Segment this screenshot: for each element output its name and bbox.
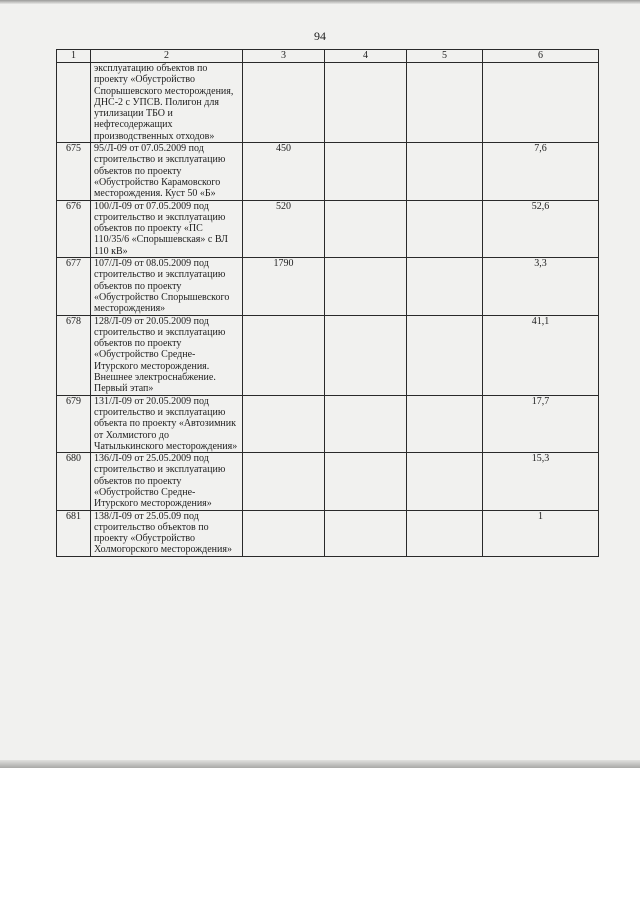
row-col3: [243, 315, 325, 395]
row-col4: [325, 63, 407, 143]
row-description: 128/Л-09 от 20.05.2009 под строительство и эксплуатацию объектов по проекту «Обустройство Средне-Итурского месторождения. Внешнее электроснабжение. Первый этап»: [91, 315, 243, 395]
column-header: 5: [407, 50, 483, 63]
row-col3: [243, 510, 325, 556]
row-col5: [407, 63, 483, 143]
row-number: 680: [57, 453, 91, 510]
table-row: [57, 453, 599, 510]
row-col6: 52,6: [483, 200, 599, 257]
row-col4: [325, 315, 407, 395]
row-col5: [407, 453, 483, 510]
row-description: 100/Л-09 от 07.05.2009 под строительство и эксплуатацию объектов по проекту «ПС 110/35/6 «Спорышевская» с ВЛ 110 кВ»: [91, 200, 243, 257]
row-col3: 520: [243, 200, 325, 257]
table-header-row: [57, 50, 599, 63]
column-header: 2: [91, 50, 243, 63]
scan-edge-top: [0, 0, 640, 4]
scan-edge-bottom: [0, 760, 640, 768]
land-lease-table: [56, 49, 599, 557]
row-number: 676: [57, 200, 91, 257]
row-number: 681: [57, 510, 91, 556]
row-description: эксплуатацию объектов по проекту «Обустройство Спорышевского месторождения, ДНС-2 с УПСВ. Полигон для утилизации ТБО и нефтесодержащих производственных отходов»: [91, 63, 243, 143]
row-col6: 7,6: [483, 143, 599, 200]
row-col4: [325, 510, 407, 556]
row-col6: [483, 63, 599, 143]
row-col4: [325, 395, 407, 452]
row-col5: [407, 395, 483, 452]
row-col3: 1790: [243, 258, 325, 315]
row-col6: 3,3: [483, 258, 599, 315]
row-col4: [325, 143, 407, 200]
row-description: 131/Л-09 от 20.05.2009 под строительство и эксплуатацию объекта по проекту «Автозимник от Холмистого до Чатылькинского месторождения»: [91, 395, 243, 452]
table-row: [57, 63, 599, 143]
column-header: 1: [57, 50, 91, 63]
table-row: [57, 200, 599, 257]
row-number: 678: [57, 315, 91, 395]
table-row: [57, 395, 599, 452]
row-col6: 17,7: [483, 395, 599, 452]
row-number: 675: [57, 143, 91, 200]
column-header: 4: [325, 50, 407, 63]
row-col4: [325, 200, 407, 257]
row-number: [57, 63, 91, 143]
row-number: 679: [57, 395, 91, 452]
row-description: 136/Л-09 от 25.05.2009 под строительство и эксплуатацию объектов по проекту «Обустройство Средне-Итурского месторождения»: [91, 453, 243, 510]
table-row: [57, 510, 599, 556]
row-col6: 41,1: [483, 315, 599, 395]
row-col5: [407, 315, 483, 395]
row-col3: 450: [243, 143, 325, 200]
row-col4: [325, 258, 407, 315]
row-description: 107/Л-09 от 08.05.2009 под строительство и эксплуатацию объектов по проекту «Обустройство Спорышевского месторождения»: [91, 258, 243, 315]
column-header: 6: [483, 50, 599, 63]
row-description: 138/Л-09 от 25.05.09 под строительство объектов по проекту «Обустройство Холмогорского месторождения»: [91, 510, 243, 556]
page-number: 94: [314, 29, 326, 43]
row-col5: [407, 510, 483, 556]
row-number: 677: [57, 258, 91, 315]
row-col5: [407, 143, 483, 200]
row-col3: [243, 63, 325, 143]
row-col4: [325, 453, 407, 510]
row-col5: [407, 200, 483, 257]
row-col6: 1: [483, 510, 599, 556]
table-row: [57, 258, 599, 315]
table-row: [57, 315, 599, 395]
row-col6: 15,3: [483, 453, 599, 510]
row-col5: [407, 258, 483, 315]
row-description: 95/Л-09 от 07.05.2009 под строительство и эксплуатацию объектов по проекту «Обустройство Карамовского месторождения. Куст 50 «Б»: [91, 143, 243, 200]
column-header: 3: [243, 50, 325, 63]
row-col3: [243, 453, 325, 510]
table-row: [57, 143, 599, 200]
row-col3: [243, 395, 325, 452]
